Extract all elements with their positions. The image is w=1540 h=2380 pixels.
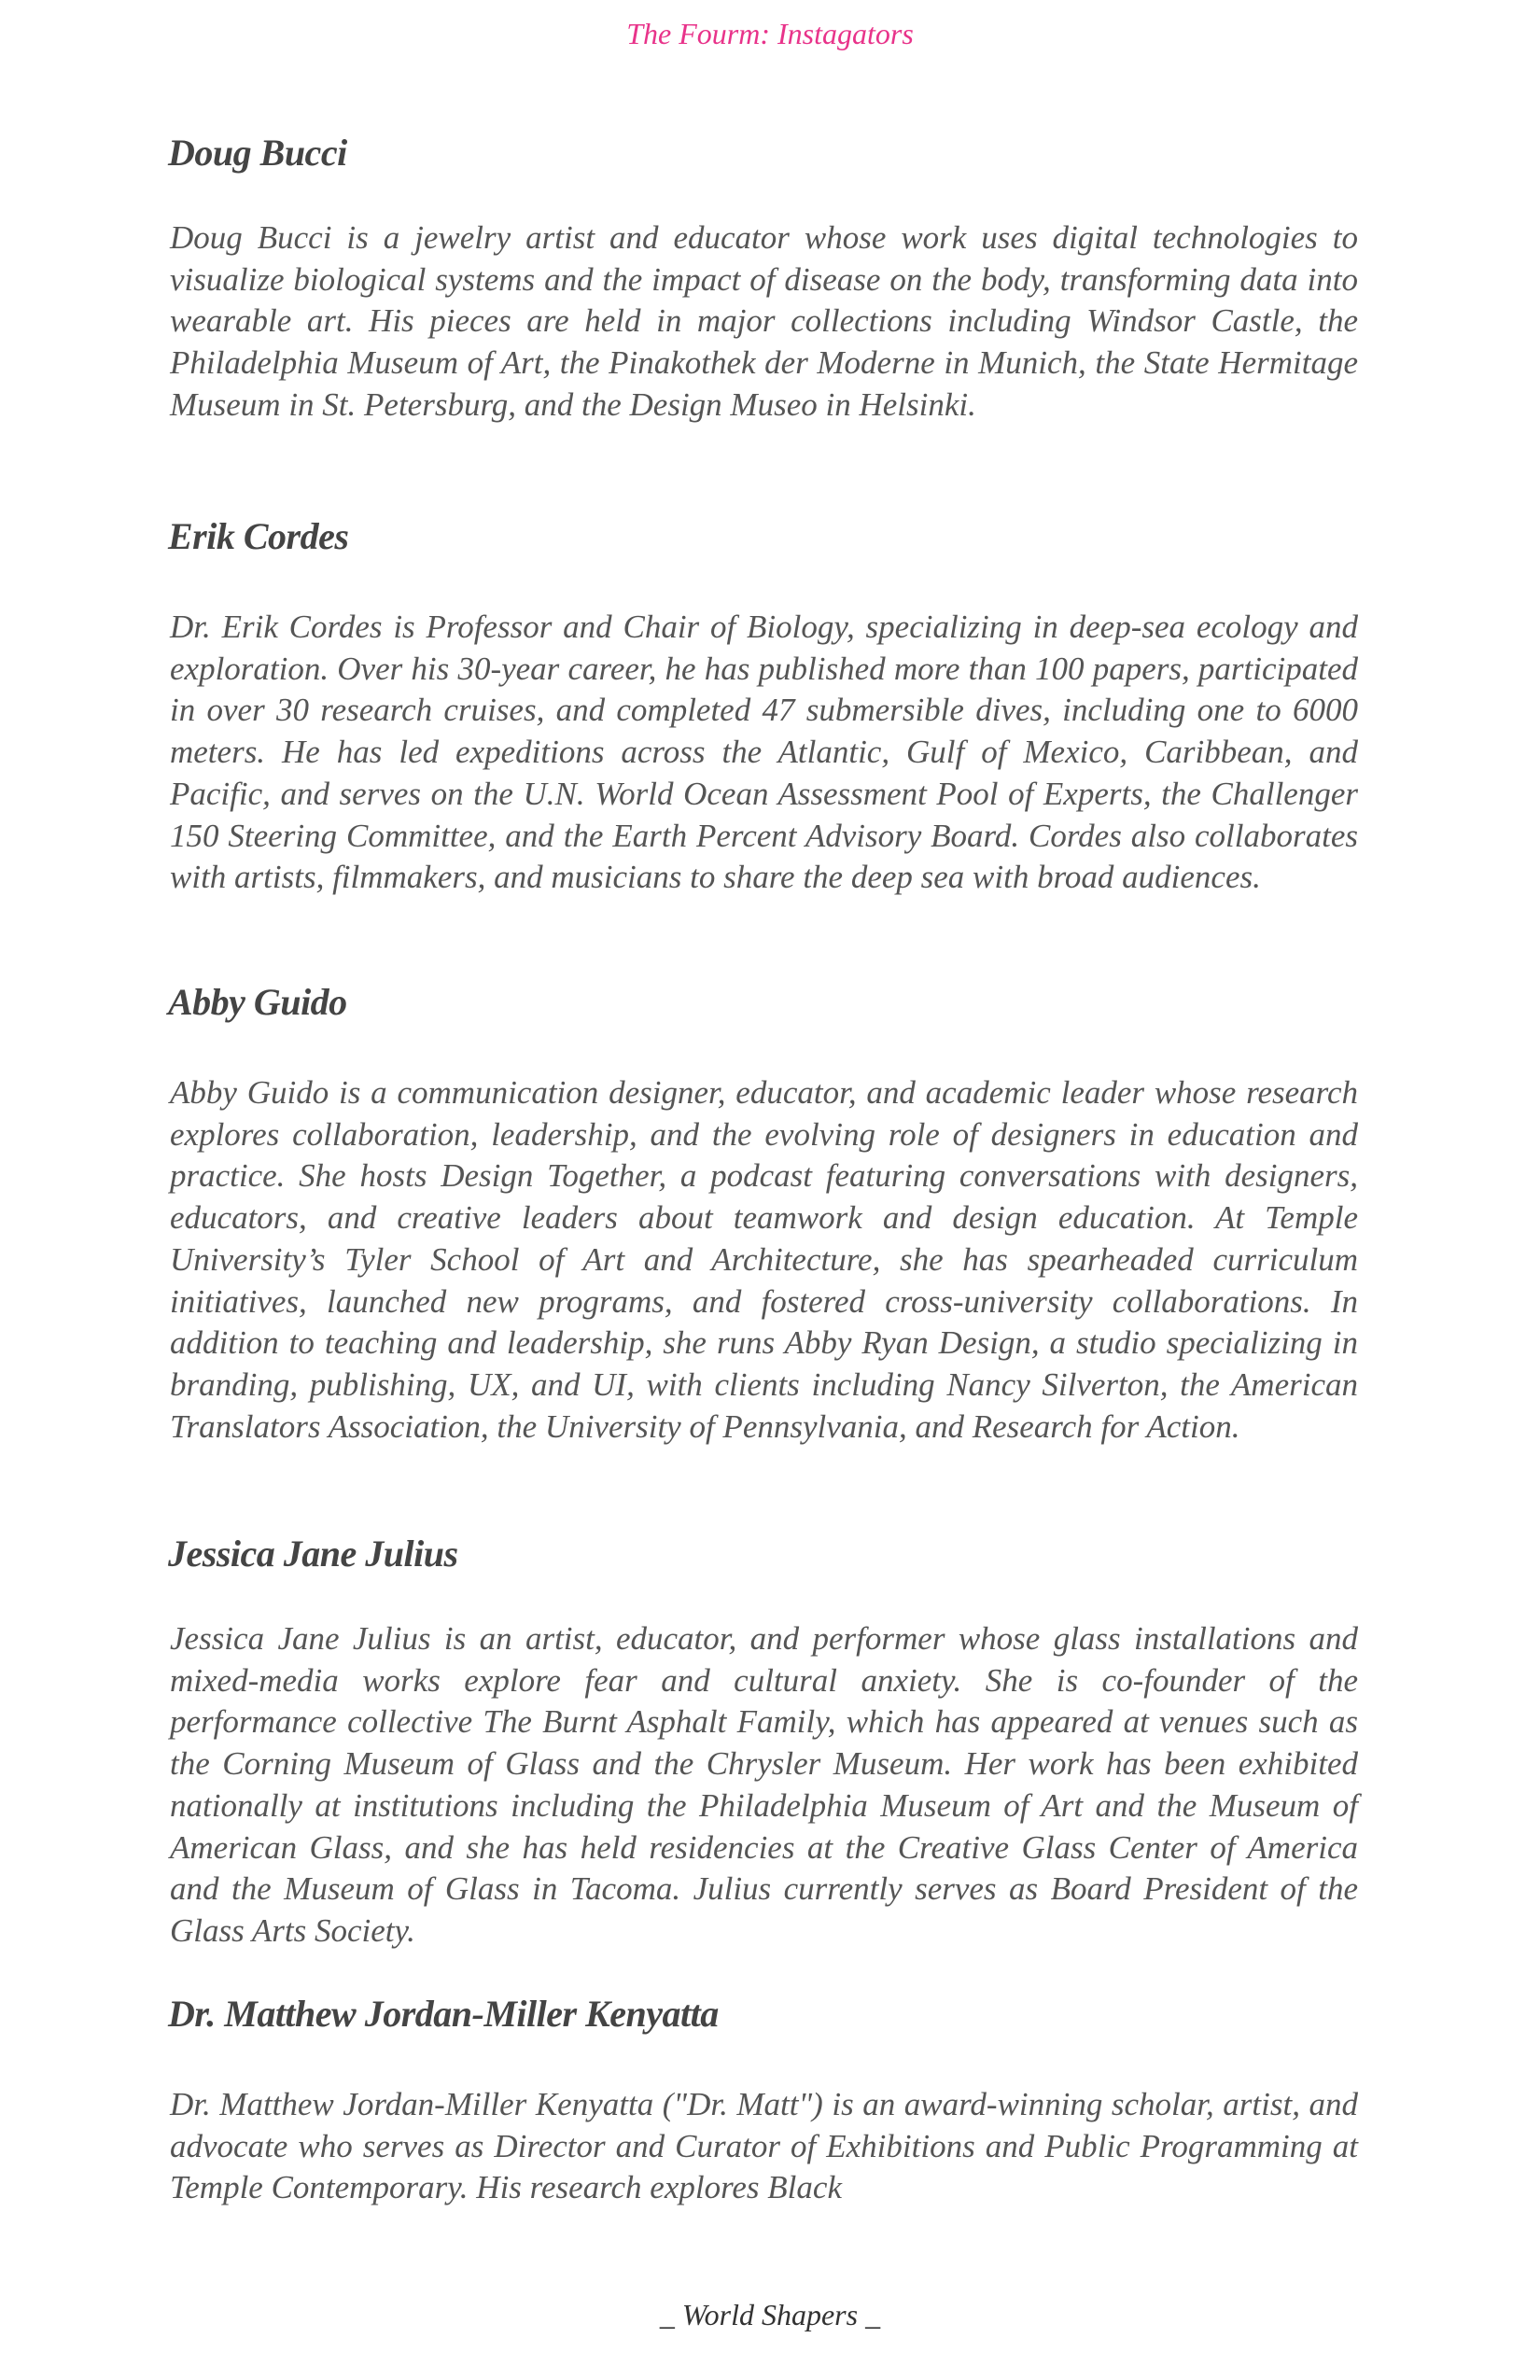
running-footer: _ World Shapers _ bbox=[659, 2298, 881, 2331]
person-name: Doug Bucci bbox=[168, 132, 347, 174]
person-bio: Abby Guido is a communication designer, educator, and academic leader whose research explores collaboration, leadership, and the evolving role of designers in education and practice. She hosts Design Together, a podcast featuring conversations with designers, educators, and creative leaders about teamwork and design education. At Temple University’s Tyler School of Art and Architecture, she has spearheaded curriculum initiatives, launched new programs, and fostered cross-university collaborations. In addition to teaching and leadership, she runs Abby Ryan Design, a studio specializing in branding, publishing, UX, and UI, with clients including Nancy Silverton, the American Translators Association, the University of Pennsylvania, and Research for Action. bbox=[170, 1074, 1358, 1445]
person-bio: Doug Bucci is a jewelry artist and educator whose work uses digital technologies to visualize biological systems and the impact of disease on the body, transforming data into wearable art. His pieces are held in major collections including Windsor Castle, the Philadelphia Museum of Art, the Pinakothek der Moderne in Munich, the State Hermitage Museum in St. Petersburg, and the Design Museo in Helsinki. bbox=[170, 219, 1358, 423]
person-bio: Dr. Matthew Jordan-Miller Kenyatta ("Dr. Matt") is an award-winning scholar, artist, and advocate who serves as Director and Curator of Exhibitions and Public Programming at Temple Contemporary. His research explores Black bbox=[170, 2086, 1358, 2206]
person-name: Dr. Matthew Jordan-Miller Kenyatta bbox=[168, 1993, 719, 2035]
person-name: Erik Cordes bbox=[168, 515, 349, 557]
person-bio: Dr. Erik Cordes is Professor and Chair of Biology, specializing in deep-sea ecology and exploration. Over his 30-year career, he has published more than 100 papers, participated in over 30 research cruises, and completed 47 submersible dives, including one to 6000 meters. He has led expeditions across the Atlantic, Gulf of Mexico, Caribbean, and Pacific, and serves on the U.N. World Ocean Assessment Pool of Experts, the Challenger 150 Steering Committee, and the Earth Percent Advisory Board. Cordes also collaborates with artists, filmmakers, and musicians to share the deep sea with broad audiences. bbox=[170, 609, 1358, 896]
person-name: Abby Guido bbox=[168, 981, 347, 1023]
person-name: Jessica Jane Julius bbox=[168, 1533, 458, 1575]
person-bio: Jessica Jane Julius is an artist, educator, and performer whose glass installations and mixed-media works explore fear and cultural anxiety. She is co-founder of the performance collective The Burnt Asphalt Family, which has appeared at venues such as the Corning Museum of Glass and the Chrysler Museum. Her work has been exhibited nationally at institutions including the Philadelphia Museum of Art and the Museum of American Glass, and she has held residencies at the Creative Glass Center of America and the Museum of Glass in Tacoma. Julius currently serves as Board President of the Glass Arts Society. bbox=[170, 1620, 1358, 1949]
running-header: The Fourm: Instagators bbox=[626, 17, 914, 50]
